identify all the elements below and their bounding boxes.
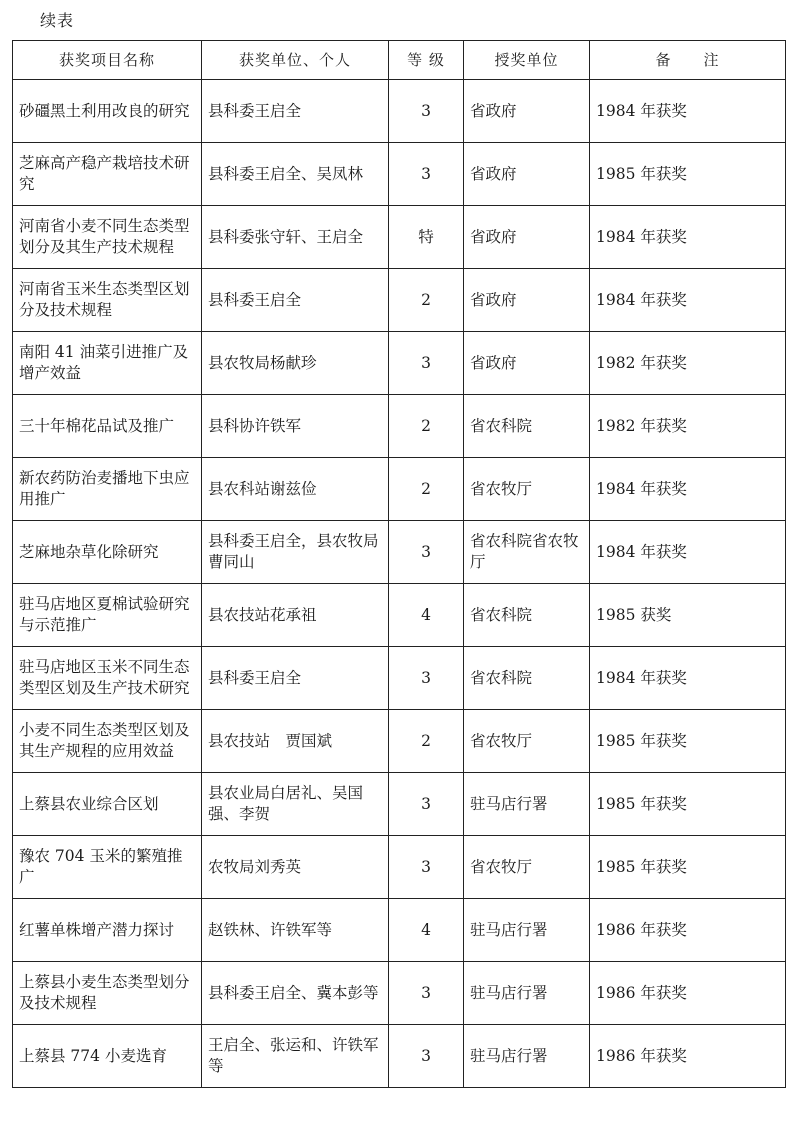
cell-grantor: 省农科院: [464, 647, 590, 710]
cell-winner: 县科委王启全: [202, 80, 389, 143]
cell-project: 驻马店地区夏棉试验研究与示范推广: [13, 584, 202, 647]
cell-grantor: 省农科院: [464, 584, 590, 647]
cell-note: 1984 年获奖: [590, 458, 786, 521]
table-row: [13, 1025, 786, 1088]
cell-winner: 县科委王启全，县农牧局曹同山: [202, 521, 389, 584]
cell-grantor: 省政府: [464, 80, 590, 143]
cell-note: 1984 年获奖: [590, 521, 786, 584]
cell-note: 1982 年获奖: [590, 332, 786, 395]
cell-note: 1982 年获奖: [590, 395, 786, 458]
table-row: [13, 773, 786, 836]
cell-project: 三十年棉花品试及推广: [13, 395, 202, 458]
cell-grantor: 省政府: [464, 143, 590, 206]
cell-level: 2: [389, 269, 464, 332]
cell-grantor: 省政府: [464, 269, 590, 332]
cell-level: 3: [389, 647, 464, 710]
cell-grantor: 驻马店行署: [464, 1025, 590, 1088]
cell-project: 河南省小麦不同生态类型划分及其生产技术规程: [13, 206, 202, 269]
cell-grantor: 驻马店行署: [464, 962, 590, 1025]
cell-grantor: 省农科院省农牧厅: [464, 521, 590, 584]
cell-level: 2: [389, 710, 464, 773]
cell-level: 3: [389, 773, 464, 836]
cell-level: 4: [389, 899, 464, 962]
table-row: [13, 647, 786, 710]
table-row: [13, 710, 786, 773]
cell-project: 上蔡县 774 小麦选育: [13, 1025, 202, 1088]
table-row: [13, 80, 786, 143]
table-row: [13, 143, 786, 206]
cell-level: 4: [389, 584, 464, 647]
cell-project: 上蔡县小麦生态类型划分及技术规程: [13, 962, 202, 1025]
cell-note: 1986 年获奖: [590, 899, 786, 962]
cell-winner: 赵铁林、许铁军等: [202, 899, 389, 962]
cell-note: 1986 年获奖: [590, 962, 786, 1025]
table-row: [13, 206, 786, 269]
header-note: 备 注: [590, 41, 786, 80]
cell-winner: 县农技站花承祖: [202, 584, 389, 647]
cell-note: 1984 年获奖: [590, 206, 786, 269]
header-grantor: 授奖单位: [464, 41, 590, 80]
cell-project: 芝麻高产稳产栽培技术研究: [13, 143, 202, 206]
cell-note: 1986 年获奖: [590, 1025, 786, 1088]
cell-winner: 县科协许铁军: [202, 395, 389, 458]
cell-project: 驻马店地区玉米不同生态类型区划及生产技术研究: [13, 647, 202, 710]
cell-grantor: 省农牧厅: [464, 458, 590, 521]
cell-level: 3: [389, 80, 464, 143]
cell-note: 1984 年获奖: [590, 80, 786, 143]
cell-level: 3: [389, 521, 464, 584]
cell-project: 芝麻地杂草化除研究: [13, 521, 202, 584]
cell-level: 2: [389, 458, 464, 521]
cell-winner: 县农业局白居礼、吴国强、李贺: [202, 773, 389, 836]
cell-winner: 县科委王启全: [202, 269, 389, 332]
cell-winner: 县农科站谢兹俭: [202, 458, 389, 521]
page-title: 续表: [40, 11, 75, 30]
cell-note: 1985 年获奖: [590, 143, 786, 206]
cell-grantor: 省农科院: [464, 395, 590, 458]
cell-level: 3: [389, 962, 464, 1025]
cell-grantor: 驻马店行署: [464, 773, 590, 836]
cell-project: 河南省玉米生态类型区划分及技术规程: [13, 269, 202, 332]
cell-winner: 农牧局刘秀英: [202, 836, 389, 899]
table-row: [13, 521, 786, 584]
table-row: [13, 584, 786, 647]
table-row: [13, 962, 786, 1025]
header-row: [13, 41, 786, 80]
cell-level: 3: [389, 143, 464, 206]
cell-level: 3: [389, 332, 464, 395]
cell-note: 1985 获奖: [590, 584, 786, 647]
cell-project: 砂礓黑土利用改良的研究: [13, 80, 202, 143]
cell-level: 3: [389, 1025, 464, 1088]
cell-project: 豫农 704 玉米的繁殖推广: [13, 836, 202, 899]
cell-grantor: 省农牧厅: [464, 836, 590, 899]
table-row: [13, 269, 786, 332]
cell-project: 南阳 41 油菜引进推广及增产效益: [13, 332, 202, 395]
cell-note: 1985 年获奖: [590, 710, 786, 773]
cell-note: 1984 年获奖: [590, 269, 786, 332]
table-row: [13, 458, 786, 521]
table-row: [13, 899, 786, 962]
cell-winner: 县科委王启全、吴凤林: [202, 143, 389, 206]
cell-grantor: 驻马店行署: [464, 899, 590, 962]
cell-winner: 县农技站 贾国斌: [202, 710, 389, 773]
cell-winner: 县农牧局杨献珍: [202, 332, 389, 395]
cell-winner: 县科委王启全: [202, 647, 389, 710]
cell-level: 特: [389, 206, 464, 269]
cell-grantor: 省农牧厅: [464, 710, 590, 773]
table-row: [13, 836, 786, 899]
cell-project: 红薯单株增产潜力探讨: [13, 899, 202, 962]
cell-winner: 县科委张守轩、王启全: [202, 206, 389, 269]
cell-project: 上蔡县农业综合区划: [13, 773, 202, 836]
cell-winner: 王启全、张运和、许铁军等: [202, 1025, 389, 1088]
cell-winner: 县科委王启全、冀本彭等: [202, 962, 389, 1025]
cell-level: 2: [389, 395, 464, 458]
header-project: 获奖项目名称: [13, 41, 202, 80]
table-row: [13, 395, 786, 458]
cell-note: 1984 年获奖: [590, 647, 786, 710]
cell-grantor: 省政府: [464, 206, 590, 269]
header-winner: 获奖单位、个人: [202, 41, 389, 80]
awards-table: [12, 40, 786, 1088]
cell-note: 1985 年获奖: [590, 773, 786, 836]
table-row: [13, 332, 786, 395]
cell-note: 1985 年获奖: [590, 836, 786, 899]
cell-grantor: 省政府: [464, 332, 590, 395]
cell-level: 3: [389, 836, 464, 899]
header-level: 等 级: [389, 41, 464, 80]
cell-project: 新农药防治麦播地下虫应用推广: [13, 458, 202, 521]
cell-project: 小麦不同生态类型区划及其生产规程的应用效益: [13, 710, 202, 773]
